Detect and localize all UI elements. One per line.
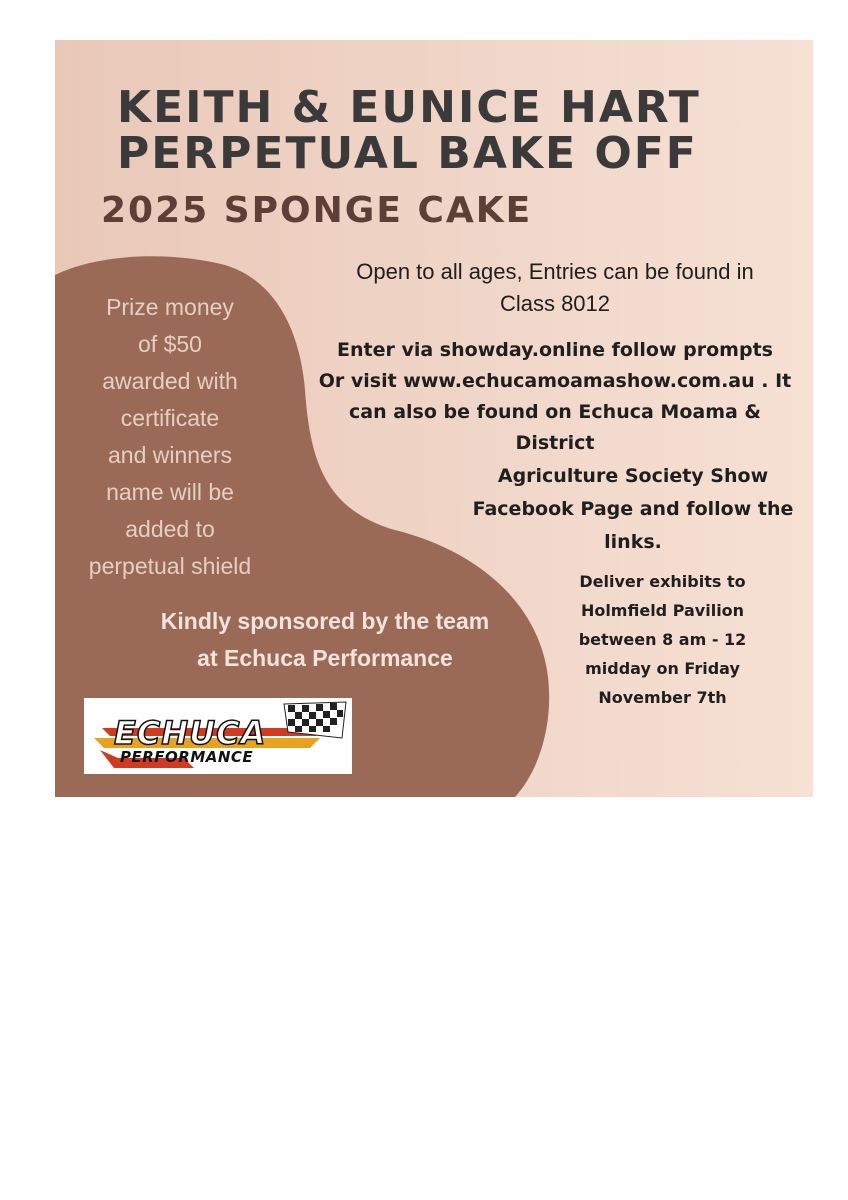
prize-line-6: name will be <box>106 479 234 505</box>
delivery-line-2: Holmfield Pavilion <box>580 601 745 620</box>
delivery-line-4: midday on Friday <box>585 659 740 678</box>
instructions-line-2: Or visit www.echucamoamashow.com.au . It <box>318 370 792 392</box>
echuca-performance-logo <box>84 698 352 774</box>
title-line-2: PERPETUAL BAKE OFF <box>117 128 698 179</box>
entry-line-2: Class 8012 <box>499 291 611 316</box>
instructions-line-3: can also be found on Echuca Moama & <box>349 401 761 423</box>
delivery-line-3: between 8 am - 12 <box>578 630 747 649</box>
prize-line-2: of $50 <box>138 331 202 357</box>
prize-line-7: added to <box>125 516 215 542</box>
prize-line-4: certificate <box>120 405 220 431</box>
instructions-line-4: District <box>515 432 595 454</box>
checkered-flag-icon <box>284 702 346 738</box>
sponsor-line-2: at Echuca Performance <box>197 645 453 671</box>
instructions-line-7: links. <box>604 531 662 553</box>
prize-line-3: awarded with <box>102 368 238 394</box>
delivery-info <box>555 567 770 712</box>
instructions-line-5: Agriculture Society Show <box>497 465 769 487</box>
entry-info <box>300 256 810 320</box>
prize-line-8: perpetual shield <box>88 553 252 579</box>
entry-line-1: Open to all ages, Entries can be found in <box>356 259 754 284</box>
delivery-line-1: Deliver exhibits to <box>579 572 746 591</box>
sponsor-info <box>105 603 545 677</box>
prize-line-1: Prize money <box>106 294 234 320</box>
title-line-1: KEITH & EUNICE HART <box>117 82 701 133</box>
flyer <box>55 40 813 797</box>
instructions <box>295 335 813 459</box>
logo-main-text: ECHUCA <box>114 714 267 752</box>
logo-sub-text: PERFORMANCE <box>120 748 254 766</box>
instructions-continued <box>450 460 813 559</box>
prize-line-5: and winners <box>107 442 233 468</box>
prize-info <box>55 289 285 585</box>
subtitle: 2025 SPONGE CAKE <box>101 190 533 231</box>
instructions-line-1: Enter via showday.online follow prompts <box>337 339 773 361</box>
sponsor-line-1: Kindly sponsored by the team <box>160 608 490 634</box>
instructions-line-6: Facebook Page and follow the <box>472 498 794 520</box>
delivery-line-5: November 7th <box>598 688 727 707</box>
